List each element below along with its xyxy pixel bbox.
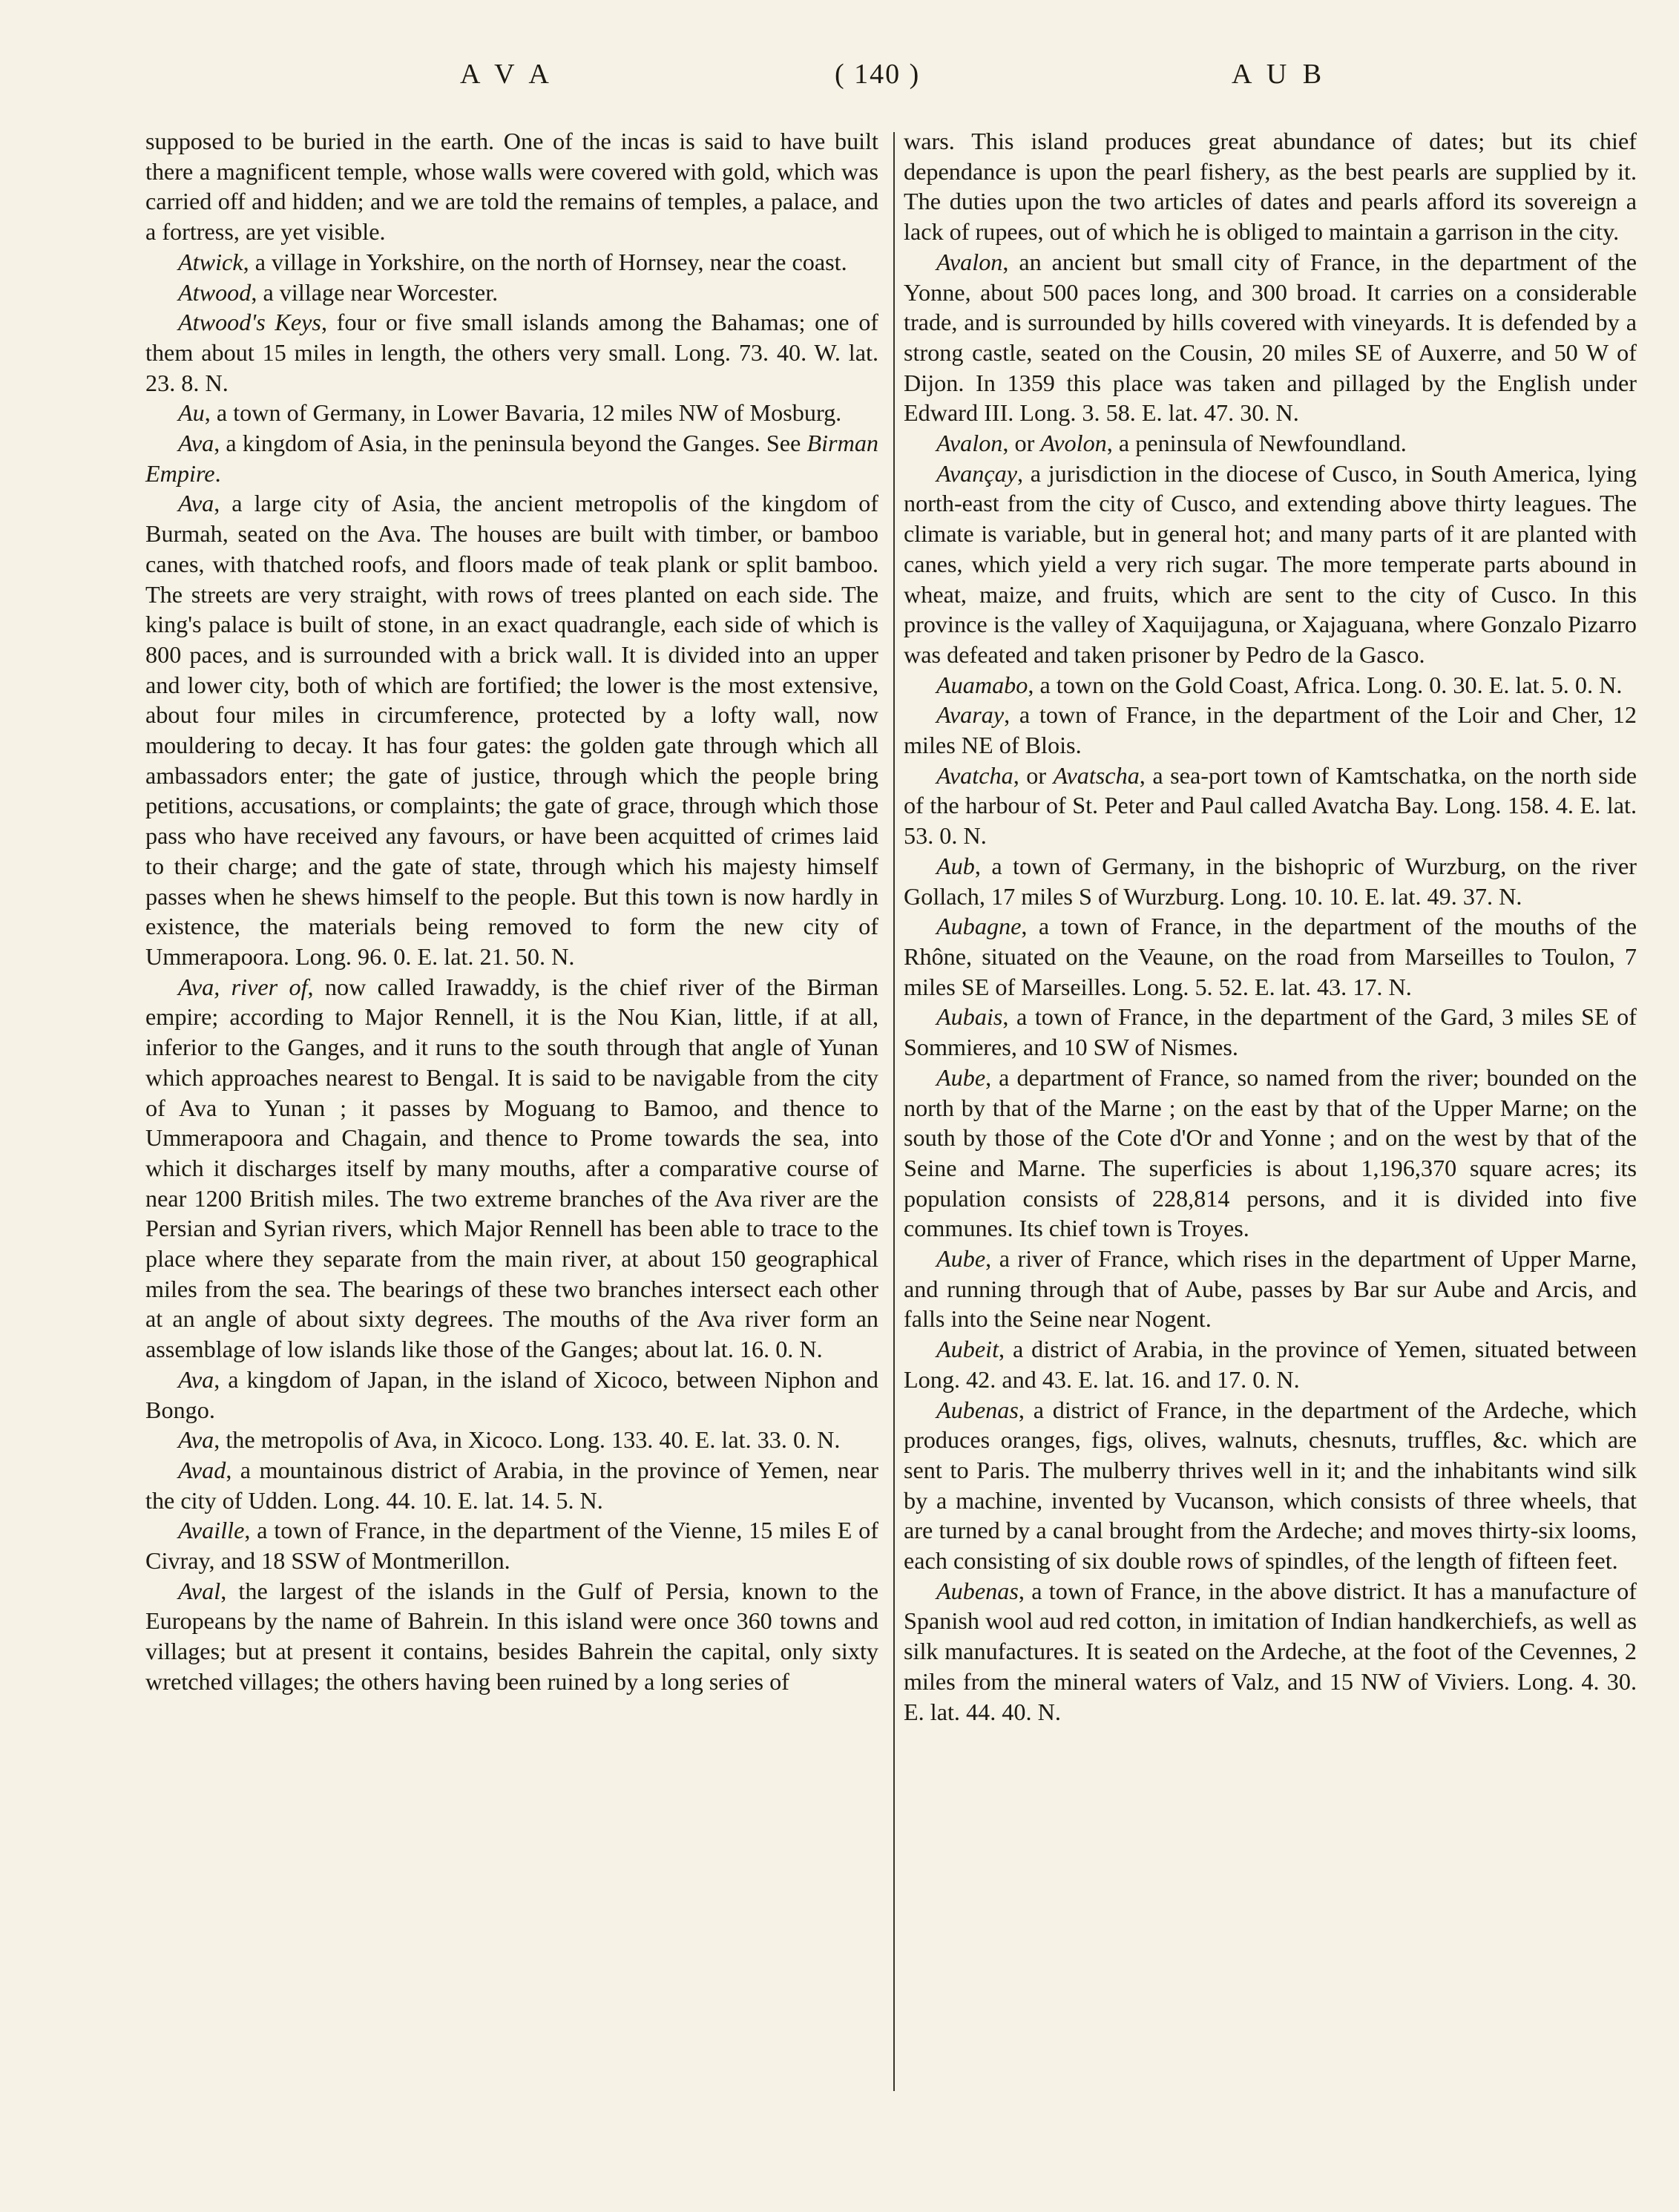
dictionary-entry <box>145 307 878 398</box>
entry-headword: Aval <box>178 1577 221 1604</box>
entry-headword: Aubenas <box>936 1577 1019 1604</box>
dictionary-entry <box>145 1576 878 1697</box>
continued-text <box>145 126 878 247</box>
entry-text: , four or five small islands among the Bahamas; one of them about 15 miles in length, the others very small. Long. 73. 40. W. lat. 23. 8. N. <box>145 309 879 396</box>
entry-text: , a town of France, in the department of the Gard, 3 miles SE of Sommieres, and 10 SW of Nismes. <box>904 1003 1637 1061</box>
entry-text: , a town of France, in the above district. It has a manufacture of Spanish wool aud red cotton, in imitation of Indian handkerchiefs, as well as silk manufactures. It is seated on the Ardeche, at the foot of the Cevennes, 2 miles from the mineral waters of Valz, and 15 NW of Viviers. Long. 4. 30. E. lat. 44. 40. N. <box>904 1577 1637 1725</box>
dictionary-entry <box>904 851 1637 911</box>
entry-italic-text: Avolon <box>1040 430 1107 457</box>
entry-headword: Avançay <box>936 459 1018 487</box>
dictionary-entry <box>904 761 1637 851</box>
entry-text: , a large city of Asia, the ancient metropolis of the kingdom of Burmah, seated on the Ava. The houses are built with timber, or bamboo canes, with thatched roofs, and floors made of teak plank or split bamboo. The streets are very straight, with rows of trees planted on each side. The king's palace is built of stone, in an exact quadrangle, each side of which is 800 paces, and is surrounded with a brick wall. It is divided into an upper and lower city, both of which are fortified; the lower is the most extensive, about four miles in circumference, protected by a lofty wall, now mouldering to decay. It has four gates: the golden gate through which all ambassadors enter; the gate of justice, through which the people bring petitions, accusations, or complaints; the gate of grace, through which those pass who have received any favours, or have been acquitted of crimes laid to their charge; and the gate of state, through which his majesty himself passes when he shews himself to the people. But this town is now hardly in existence, the materials being removed to form the new city of Ummerapoora. Long. 96. 0. E. lat. 21. 50. N. <box>145 490 878 970</box>
page-number: ( 140 ) <box>835 59 921 90</box>
entry-text: , a jurisdiction in the diocese of Cusco, in South America, lying north-east from the city of Cusco, and extending above thirty leagues. The climate is variable, but in general hot; and many parts of it are planted with canes, which yield a very rich sugar. The more temperate parts abound in wheat, maize, and fruits, which are sent to the city of Cusco. In this province is the valley of Xaquijaguna, or Xajaguana, where Gonzalo Pizarro was defeated and taken prisoner by Pedro de la Gasco. <box>904 459 1637 668</box>
dictionary-entry <box>145 488 878 971</box>
entry-text: , a town of France, in the department of the Vienne, 15 miles E of Civray, and 18 SSW of Montmerillon. <box>145 1517 878 1575</box>
dictionary-entry <box>904 1063 1637 1244</box>
entry-text: , a mountainous district of Arabia, in the province of Yemen, near the city of Udden. Long. 44. 10. E. lat. 14. 5. N. <box>145 1456 878 1514</box>
entry-italic-text: Birman Empire <box>145 430 878 487</box>
dictionary-entry <box>904 1002 1637 1062</box>
entry-headword: Avalon <box>936 430 1003 457</box>
entry-text: , a village near Worcester. <box>251 278 499 306</box>
entry-text: , the largest of the islands in the Gulf of Persia, known to the Europeans by the name of Bahrein. In this island were once 360 towns and villages; but at present it contains, besides Bahrein the capital, only sixty wretched villages; the others having been ruined by a long series of <box>145 1577 878 1695</box>
entry-headword: Aubais <box>936 1003 1003 1031</box>
dictionary-entry <box>904 1334 1637 1394</box>
entry-headword: Avad <box>178 1456 226 1483</box>
dictionary-entry <box>904 247 1637 428</box>
entry-text: , a district of Arabia, in the province of Yemen, situated between Long. 42. and 43. E. lat. 16. and 17. 0. N. <box>904 1336 1637 1393</box>
entry-text: , a town of Germany, in the bishopric of Wurzburg, on the river Gollach, 17 miles S of Wurzburg. Long. 10. 10. E. lat. 49. 37. N. <box>904 852 1637 910</box>
entry-headword: Aubagne <box>936 913 1022 940</box>
dictionary-entry <box>145 247 878 278</box>
entry-headword: Aube <box>936 1245 986 1273</box>
dictionary-entry <box>904 670 1637 700</box>
entry-headword: Ava <box>178 1365 214 1393</box>
right-column <box>904 126 1637 1727</box>
left-column <box>145 126 878 1697</box>
entry-headword: Auamabo <box>936 671 1028 698</box>
dictionary-entry <box>145 428 878 488</box>
dictionary-entry <box>904 459 1637 670</box>
entry-text: , a district of France, in the department of the Ardeche, which produces oranges, figs, olives, walnuts, chesnuts, truffles, &c. which are sent to Paris. The mulberry thrives well in it; and the inhabitants wind silk by a machine, invented by Vucanson, which consists of three wheels, that are turned by a canal brought from the Ardeche; and moves thirty-six looms, each consisting of six double rows of spindles, of the length of fifteen feet. <box>904 1396 1637 1575</box>
entry-headword: Aube <box>936 1063 986 1091</box>
entry-headword: Ava <box>178 490 214 517</box>
dictionary-entry <box>145 398 878 428</box>
entry-headword: Avaray <box>936 701 1005 729</box>
dictionary-entry <box>145 278 878 308</box>
continued-text <box>904 126 1637 247</box>
column-divider <box>893 132 895 2091</box>
entry-text: , a town of France, in the department of the Loir and Cher, 12 miles NE of Blois. <box>904 701 1637 759</box>
entry-headword: Aub <box>936 852 975 879</box>
entry-headword: Au <box>178 399 205 427</box>
dictionary-entry <box>904 428 1637 459</box>
dictionary-entry <box>145 972 878 1365</box>
entry-italic-text: Avatscha <box>1053 761 1140 789</box>
entry-headword: Aubenas <box>936 1396 1019 1423</box>
dictionary-entry <box>145 1515 878 1575</box>
entry-text: , now called Irawaddy, is the chief river of the Birman empire; according to Major Rennell, it is the Nou Kian, little, if at all, inferior to the Ganges, and it runs to the south through that angle of Yunan which approaches nearest to Bengal. It is said to be navigable from the city of Ava to Yunan ; it passes by Moguang to Bamoo, and thence to Ummerapoora and Chagain, and thence to Prome towards the sea, into which it discharges itself by many mouths, after a comparative course of near 1200 British miles. The two extreme branches of the Ava river are the Persian and Syrian rivers, which Major Rennell has been able to trace to the place where they separate from the main river, at about 150 geographical miles from the sea. The bearings of these two branches intersect each other at an angle of about sixty degrees. The mouths of the Ava river form an assemblage of low islands like those of the Ganges; about lat. 16. 0. N. <box>145 973 879 1363</box>
entry-headword: Ava, river of <box>178 973 308 1000</box>
entry-text: , or <box>1002 430 1041 457</box>
entry-text-tail: , a sea-port town of Kamtschatka, on the north side of the harbour of St. Peter and Paul called Avatcha Bay. Long. 158. 4. E. lat. 53. 0. N. <box>904 761 1637 850</box>
running-head <box>111 58 1641 102</box>
entry-text-tail: , a peninsula of Newfoundland. <box>1106 430 1407 457</box>
entry-headword: Ava <box>178 1426 214 1454</box>
entry-headword: Atwood <box>178 278 252 306</box>
dictionary-entry <box>145 1365 878 1425</box>
entry-text: , a town of France, in the department of the mouths of the Rhône, situated on the Veaune, on the road from Marseilles to Toulon, 7 miles SE of Marseilles. Long. 5. 52. E. lat. 43. 17. N. <box>904 913 1637 1000</box>
entry-headword: Avatcha <box>936 761 1013 789</box>
dictionary-entry <box>904 911 1637 1002</box>
entry-text: , a village in Yorkshire, on the north of Hornsey, near the coast. <box>243 248 847 275</box>
entry-text-tail: . <box>214 459 221 487</box>
entry-text: , a kingdom of Asia, in the peninsula beyond the Ganges. See <box>214 430 807 457</box>
running-head-left: A V A <box>460 59 553 90</box>
entry-text: wars. This island produces great abundance of dates; but its chief dependance is upon the pearl fishery, as the best pearls are supplied by it. The duties upon the two articles of dates and pearls afford its sovereign a lack of rupees, out of which he is obliged to maintain a garrison in the city. <box>904 128 1637 246</box>
dictionary-entry <box>904 1244 1637 1334</box>
entry-text: , a town on the Gold Coast, Africa. Long. 0. 30. E. lat. 5. 0. N. <box>1028 671 1623 698</box>
running-head-right: A U B <box>1232 59 1327 90</box>
dictionary-entry <box>145 1425 878 1455</box>
entry-text: , a department of France, so named from the river; bounded on the north by that of the Marne ; on the east by that of the Upper Marne; on the south by those of the Cote d'Or and Yonne ; and on the west by that of the Seine and Marne. The superficies is about 1,196,370 square acres; its population consists of 228,814 persons, and it is divided into five communes. Its chief town is Troyes. <box>904 1063 1637 1242</box>
entry-headword: Aubeit <box>936 1336 999 1363</box>
entry-headword: Availle <box>178 1517 245 1544</box>
dictionary-entry <box>904 1576 1637 1727</box>
entry-headword: Ava <box>178 430 214 457</box>
dictionary-entry <box>145 1455 878 1515</box>
entry-text: , an ancient but small city of France, in the department of the Yonne, about 500 paces long, and 300 broad. It carries on a considerable trade, and is surrounded by hills covered with vineyards. It is defended by a strong castle, seated on the Cousin, 20 miles SE of Auxerre, and 50 W of Dijon. In 1359 this place was taken and pillaged by the English under Edward III. Long. 3. 58. E. lat. 47. 30. N. <box>904 248 1637 427</box>
entry-text: , the metropolis of Ava, in Xicoco. Long. 133. 40. E. lat. 33. 0. N. <box>214 1426 841 1454</box>
entry-text: , a town of Germany, in Lower Bavaria, 12 miles NW of Mosburg. <box>204 399 842 427</box>
entry-text: supposed to be buried in the earth. One of the incas is said to have built there a magnificent temple, whose walls were covered with gold, which was carried off and hidden; and we are told the remains of temples, a palace, and a fortress, are yet visible. <box>145 128 878 246</box>
entry-text: , a kingdom of Japan, in the island of Xicoco, between Niphon and Bongo. <box>145 1365 878 1423</box>
dictionary-entry <box>904 1395 1637 1576</box>
entry-headword: Atwood's Keys <box>178 309 321 336</box>
dictionary-entry <box>904 700 1637 760</box>
entry-text: , a river of France, which rises in the department of Upper Marne, and running through that of Aube, passes by Bar sur Aube and Arcis, and falls into the Seine near Nogent. <box>904 1245 1637 1333</box>
entry-headword: Atwick <box>178 248 243 275</box>
entry-headword: Avalon <box>936 248 1003 275</box>
entry-text: , or <box>1013 761 1054 789</box>
